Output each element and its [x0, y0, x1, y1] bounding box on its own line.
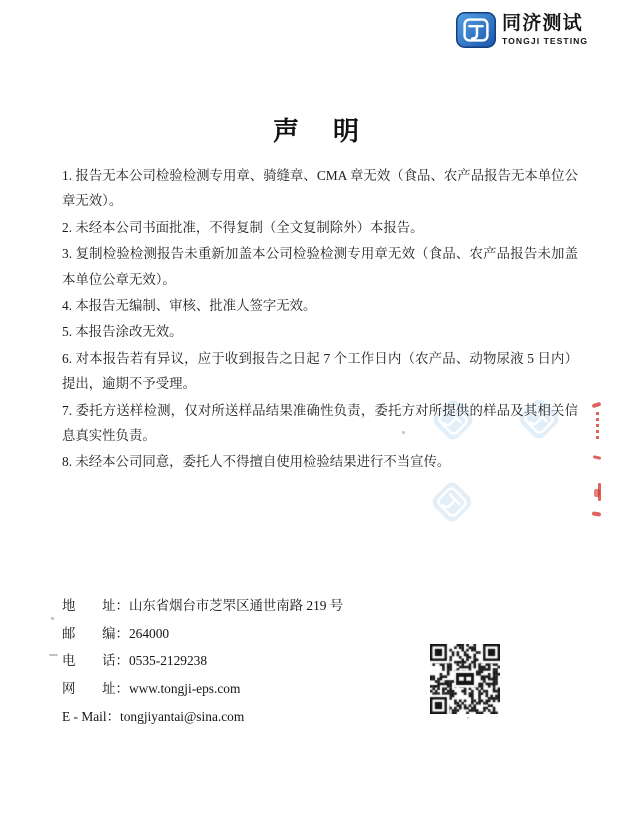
tongji-logo-icon — [456, 12, 496, 48]
scan-speck — [467, 717, 469, 719]
declaration-item-7: 7. 委托方送样检测，仅对所送样品结果准确性负责，委托方对所提供的样品及其相关信息真实性负责。 — [62, 402, 578, 444]
contact-row-address — [62, 592, 343, 620]
company-name-en: TONGJI TESTING — [502, 36, 589, 46]
qr-code — [430, 644, 500, 714]
scan-speck — [402, 431, 405, 434]
contact-label: 电 话： — [62, 653, 129, 669]
declaration-item-2: 2. 未经本公司书面批准，不得复制（全文复制除外）本报告。 — [62, 219, 424, 235]
scan-speck — [51, 617, 54, 620]
contact-label: 邮 编： — [62, 625, 129, 641]
contact-label: 网 址： — [62, 681, 129, 697]
contact-row-phone — [62, 647, 343, 675]
stamp-bleed-mark — [593, 455, 601, 460]
company-logo — [456, 12, 588, 48]
company-name-cn: 同济测试 — [502, 13, 583, 34]
contact-row-email — [62, 703, 343, 731]
stamp-bleed-mark — [594, 489, 600, 497]
contact-value: 264000 — [128, 625, 170, 641]
declaration-item-5: 5. 本报告涂改无效。 — [62, 324, 183, 340]
contact-value: 山东省烟台市芝罘区通世南路 219 号 — [128, 598, 344, 613]
stamp-bleed-mark — [592, 511, 601, 516]
contact-info — [62, 592, 343, 731]
declaration-item-3: 3. 复制检验检测报告未重新加盖本公司检验检测专用章无效（食品、农产品报告未加盖本单位公章无效）。 — [62, 246, 578, 287]
contact-value: www.tongji-eps.com — [128, 681, 241, 697]
contact-value: tongjiyantai@sina.com — [120, 708, 245, 724]
contact-row-postcode — [62, 620, 343, 648]
declaration-item-8: 8. 未经本公司同意，委托人不得擅自使用检验结果进行不当宣传。 — [62, 454, 451, 470]
watermark-logo-icon — [425, 475, 479, 529]
contact-row-website — [62, 675, 343, 703]
contact-label: E - Mail： — [62, 708, 121, 724]
contact-label: 地 址： — [62, 598, 129, 613]
declaration-item-6: 6. 对本报告若有异议，应于收到报告之日起 7 个工作日内（农产品、动物尿液 5 日内）提出，逾期不予受理。 — [62, 350, 578, 392]
stamp-bleed-mark — [592, 402, 602, 409]
scan-speck — [49, 654, 58, 656]
declaration-item-4: 4. 本报告无编制、审核、批准人签字无效。 — [62, 298, 317, 314]
declaration-item-1: 1. 报告无本公司检验检测专用章、骑缝章、CMA 章无效（食品、农产品报告无本单位公章无效）。 — [62, 168, 578, 209]
page-title: 声明 — [273, 117, 394, 147]
contact-value: 0535-2129238 — [128, 653, 208, 669]
declaration-list — [62, 163, 578, 476]
stamp-bleed-mark — [596, 412, 599, 439]
company-name-block — [502, 12, 588, 46]
